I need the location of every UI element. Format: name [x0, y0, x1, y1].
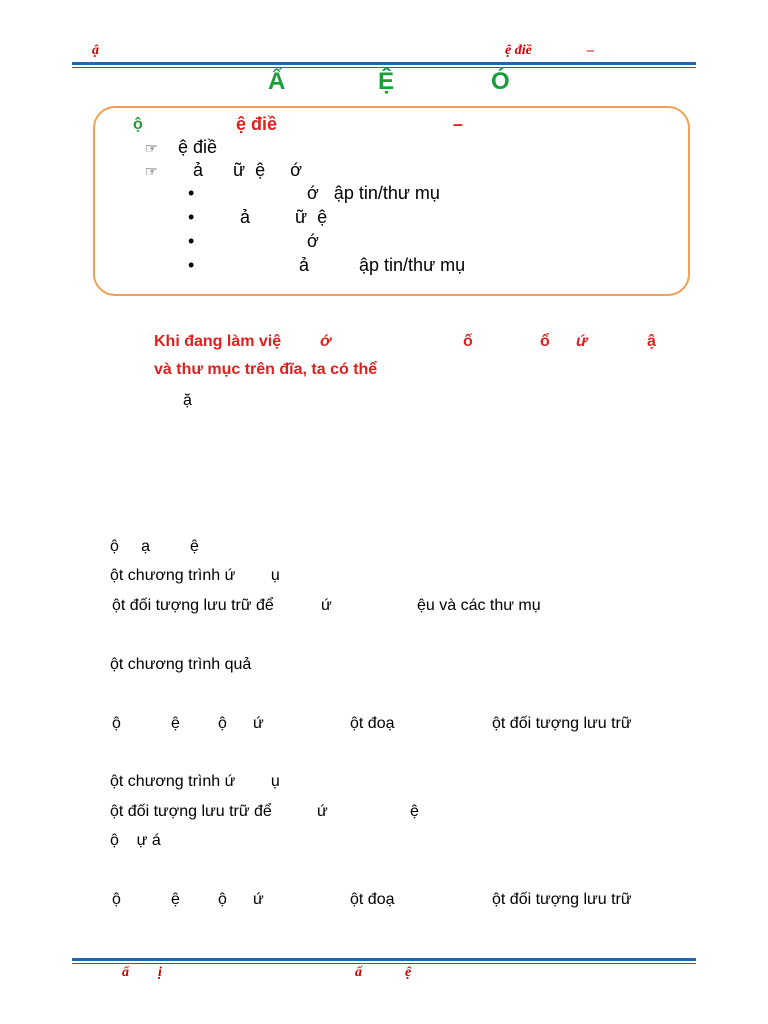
title-char-3: Ó [491, 68, 510, 95]
title-char-2: Ệ [378, 68, 395, 95]
answer-line: ộ ự á [110, 832, 161, 849]
bullet-item-text: ớ [307, 231, 319, 251]
intro-line1-c: ố [463, 333, 473, 350]
box-heading-dash: – [453, 114, 464, 134]
bullet-icon: • [188, 231, 195, 251]
intro-line3: ặ [183, 392, 192, 409]
intro-line1-e: ứ [576, 333, 588, 350]
intro-line1-d: ổ [540, 333, 550, 350]
pointer-icon: ☞ [145, 140, 158, 156]
answer-line-part: ệu và các thư mụ [417, 597, 541, 614]
box-heading-mid: ệ điề [236, 114, 278, 134]
bullet-icon: • [188, 255, 195, 275]
footer-text-c: ấ [355, 965, 362, 980]
header-left-text: ậ [92, 43, 99, 58]
header-right-text: ệ điề [505, 43, 532, 58]
pointer-item-text: ả ữ ệ ớ [193, 160, 302, 180]
question-line-part: ột đoạ [350, 891, 395, 908]
question-line-part: ộ [218, 891, 227, 908]
bullet-icon: • [188, 207, 195, 227]
question-line-part: ột đối tượng lưu trữ [492, 715, 632, 732]
bullet-icon: • [188, 183, 195, 203]
footer-text-b: ị [158, 965, 162, 980]
intro-line1-b: ớ [320, 333, 331, 350]
question-line-part: ệ [171, 715, 180, 732]
bullet-item-text: ớ ập tin/thư mụ [307, 183, 440, 203]
intro-line1-a: Khi đang làm việ [154, 333, 282, 350]
intro-line1-f: ậ [647, 333, 656, 350]
bullet-item-text: ả ữ ệ [240, 207, 328, 227]
pointer-icon: ☞ [145, 163, 158, 179]
bullet-item-text: ả ập tin/thư mụ [299, 255, 466, 275]
pointer-item-text: ệ điề [178, 137, 218, 157]
question-line-part: ộ [218, 715, 227, 732]
answer-line-part: ứ [321, 597, 332, 614]
footer-rule [72, 958, 696, 964]
title-char-1: Ấ [268, 68, 286, 95]
question-line-part: ột đối tượng lưu trữ [492, 891, 632, 908]
footer-text-d: ệ [405, 965, 412, 980]
answer-line: ột đối tượng lưu trữ để [110, 803, 272, 820]
box-heading-left: ộ [133, 116, 143, 133]
answer-line: ột đối tượng lưu trữ để [112, 597, 274, 614]
answer-line-part: ệ [410, 803, 419, 820]
question-line-part: ộ [112, 715, 121, 732]
answer-line: ột chương trình ứ ụ [110, 773, 280, 790]
intro-line2: và thư mục trên đĩa, ta có thể [154, 361, 378, 378]
header-dash: – [587, 43, 594, 58]
question-line-part: ộ [112, 891, 121, 908]
footer-text-a: ẩ [122, 965, 129, 980]
question-line-part: ứ [253, 715, 264, 732]
question-line: ộ ạ ệ [110, 538, 199, 555]
question-line-part: ệ [171, 891, 180, 908]
answer-line-part: ứ [317, 803, 328, 820]
answer-line: ột chương trình ứ ụ [110, 567, 280, 584]
question-line-part: ứ [253, 891, 264, 908]
answer-line: ột chương trình quả [110, 656, 252, 673]
question-line-part: ột đoạ [350, 715, 395, 732]
